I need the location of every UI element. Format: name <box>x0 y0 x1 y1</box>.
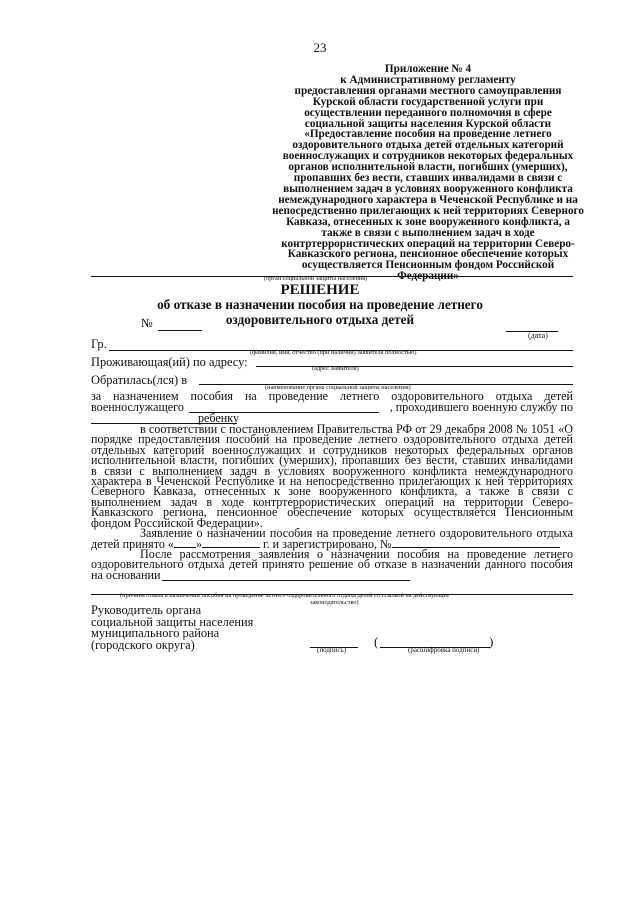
body-last-line: фондом Российской Федерации». <box>91 515 263 530</box>
signature-caption: (подпись) <box>317 646 347 654</box>
signatory-line: социальной защиты населения <box>91 614 254 629</box>
document-title: РЕШЕНИЕ <box>280 282 360 298</box>
served-text: , проходившего военную службу по <box>389 400 573 414</box>
appendix-line: военнослужащих и сотрудников некоторых федеральных <box>282 150 574 163</box>
application-line: Заявление о назначении пособия на проведение летнего оздоровительного отдыха <box>140 526 573 540</box>
address-field[interactable] <box>256 366 573 367</box>
basis-field[interactable] <box>162 580 410 581</box>
appendix-header <box>248 64 608 282</box>
decision-line: оздоровительного отдыха детей принято решение об отказе в назначении данного пособия <box>91 557 573 571</box>
signatory-line: (городского округа) <box>91 637 195 652</box>
decision-line: После рассмотрения заявления о назначении пособия на проведение летнего <box>140 547 573 561</box>
subtitle-line: оздоровительного отдыха детей <box>225 312 415 327</box>
reason-caption: (причина отказа в назначении пособия на проведение летнего оздоровительного отдыха детей со ссылкой на действующее <box>120 592 450 599</box>
appendix-line: Курской области государственной услуги при <box>312 95 544 108</box>
appendix-line: органов исполнительной власти, погибших (умерших), <box>288 161 568 174</box>
page-number: 23 <box>313 40 327 55</box>
serviceman-label: военнослужащего <box>91 400 184 414</box>
appendix-line: также в связи с выполнением задач в ходе <box>321 226 535 239</box>
citizen-caption: (фамилия, имя, отчество (при наличии) заявителя полностью) <box>250 349 417 356</box>
appendix-line: Приложение № 4 <box>384 63 472 75</box>
appendix-line: оздоровительного отдыха детей отдельных категорий <box>292 139 564 152</box>
applied-caption: (наименование органа социальной защиты населения) <box>265 384 411 391</box>
appendix-line: Кавказского региона, пенсионное обеспечение которых <box>287 248 569 261</box>
appendix-line: осуществлении переданного полномочия в сфере <box>304 106 552 119</box>
body-line: отдельных категорий военнослужащих и сотрудников некоторых федеральных органов <box>91 442 573 457</box>
body-line: исполнительной власти, погибших (умерших), пропавших без вести, ставших инвалидами <box>91 453 573 468</box>
applied-label: Обратилась(лся) в <box>91 373 188 387</box>
appendix-line: осуществляется Пенсионным фондом Российской <box>301 259 555 272</box>
signatory-block <box>91 605 253 651</box>
number-label: № <box>141 316 153 330</box>
application-date-quote: » <box>195 537 202 551</box>
transcript-open-paren: ( <box>374 634 379 649</box>
number-field[interactable] <box>158 330 202 331</box>
body-line: характера в Чеченской Республике и на непосредственно прилегающих к ней территориях <box>91 474 573 489</box>
signatory-line: Руководитель органа <box>91 603 202 617</box>
date-caption: (дата) <box>528 331 548 340</box>
basis-label: на основании <box>91 568 161 582</box>
transcript-close-paren: ) <box>489 634 494 649</box>
signatory-line: муниципального района <box>91 626 220 640</box>
organ-caption: (орган социальной защиты населения) <box>264 275 368 282</box>
address-label: Проживающая(ий) по адресу: <box>91 355 248 369</box>
application-date-prefix: детей принято « <box>91 537 174 551</box>
child-word: ребенку <box>198 411 239 425</box>
appendix-line: контртеррористических операций на территории Северо- <box>281 237 575 250</box>
body-line: Северного Кавказа, отнесенных к зоне вооруженного конфликта, а также в связи с <box>91 484 573 499</box>
body-paragraph <box>91 424 573 528</box>
body-line: Кавказского региона, пенсионное обеспечение которых осуществляется Пенсионным <box>91 505 573 520</box>
appendix-line: «Предоставление пособия на проведение летнего <box>304 128 552 141</box>
body-line: порядке предоставления пособий на проведение летнего оздоровительного отдыха детей <box>91 432 573 447</box>
appendix-line: Кавказа, отнесенных к зоне вооруженного конфликта, а <box>286 215 570 228</box>
subtitle-line: об отказе в назначении пособия на проведение летнего <box>157 297 483 312</box>
appendix-line: к Административному регламенту <box>340 73 516 86</box>
address-caption: (адрес заявителя) <box>312 365 359 372</box>
appendix-line: немеждународного характера в Чеченской Республике и на <box>278 193 578 206</box>
body-line: в связи с выполнением задач в условиях вооруженного конфликта немеждународного <box>91 463 573 478</box>
application-reg-text: г. и зарегистрировано, № <box>263 537 392 551</box>
body-line: в соответствии с постановлением Правительства РФ от 29 декабря 2008 № 1051 «О <box>140 422 573 436</box>
appendix-line: пропавших без вести, ставших инвалидами в связи с <box>293 172 563 185</box>
appendix-line: выполнением задач в условиях вооруженного конфликта <box>283 182 573 195</box>
appendix-line: непосредственно прилегающих к ней территориях Северного <box>272 204 584 217</box>
appendix-line: социальной защиты населения Курской области <box>304 117 552 130</box>
body-line: выполнением задач в ходе контртеррористических операций на территории Северо- <box>91 494 573 509</box>
transcript-caption: (расшифровка подписи) <box>408 646 480 654</box>
reason-caption-2: законодательство) <box>310 599 359 606</box>
citizen-label: Гр. <box>91 337 107 351</box>
appendix-line: предоставления органами местного самоуправления <box>294 84 562 97</box>
appendix-line: Федерации» <box>397 270 459 283</box>
purpose-line: за назначением пособия на проведение летнего оздоровительного отдыха детей <box>91 389 573 403</box>
document-subtitle <box>0 297 640 327</box>
